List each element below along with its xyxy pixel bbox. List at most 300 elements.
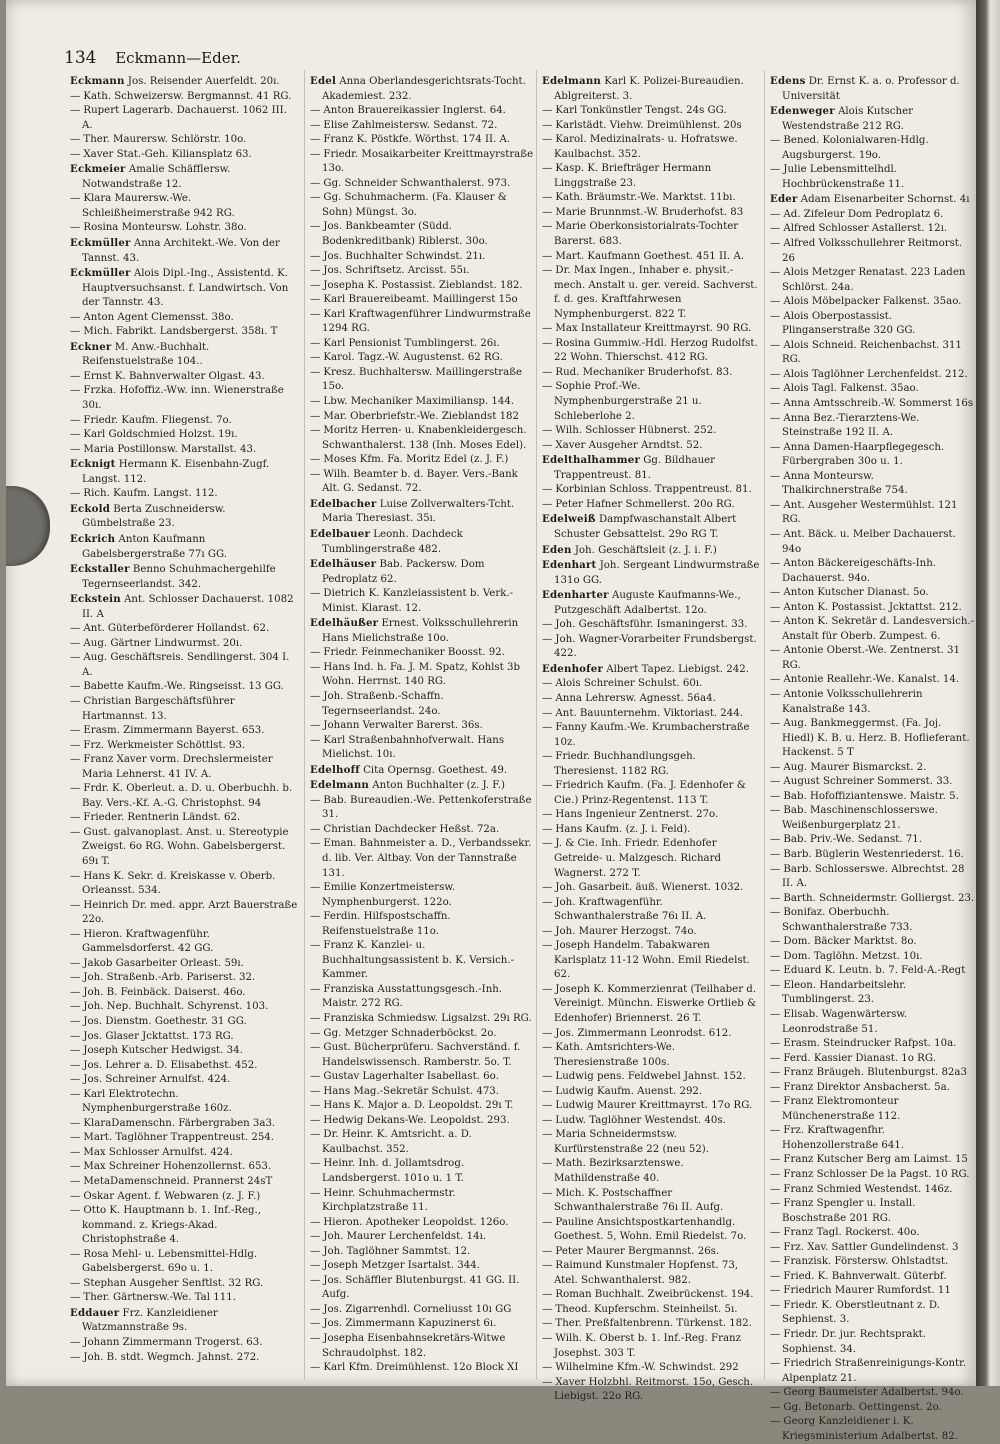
directory-surname-entry (70, 592, 300, 622)
entry-detail: — Ther. Preßfaltenbrenn. Türkenst. 182. (542, 1318, 752, 1330)
directory-entry (542, 925, 762, 940)
directory-entry (770, 499, 976, 528)
entry-detail: — Joh. Straßenb.-Arb. Pariserst. 32. (70, 972, 256, 984)
directory-entry (542, 250, 762, 265)
entry-detail: — Max Installateur Kreittmayrst. 90 RG. (542, 323, 752, 335)
directory-entry (310, 734, 534, 763)
directory-entry (70, 680, 300, 695)
directory-entry (310, 453, 534, 468)
directory-entry (70, 928, 300, 957)
entry-detail: Anton Buchhalter (z. J. F.) (372, 780, 505, 792)
directory-entry (770, 310, 976, 339)
directory-entry (70, 1117, 300, 1132)
entry-detail: — Franz Xaver vorm. Drechslermeister Maria Lehnerst. 41 IV. A. (70, 754, 273, 780)
directory-entry (310, 410, 534, 425)
entry-detail: — Anton Bäckereigeschäfts-Inh. Dachauerst. 94o. (770, 558, 937, 584)
entry-detail: — August Schreiner Sommerst. 33. (770, 776, 953, 788)
entry-detail: — Joh. Wagner-Vorarbeiter Frundsbergst. 422. (542, 633, 757, 660)
entry-detail: — Friedr. Kaufm. Fliegenst. 7o. (70, 414, 232, 426)
directory-entry (70, 1015, 300, 1030)
surname: Edelmann (542, 75, 602, 87)
entry-detail: — Karlstädt. Viehw. Dreimühlenst. 20s (542, 119, 742, 131)
column-rule (304, 70, 305, 1380)
entry-detail: — Anton K. Postassist. Jcktattst. 212. (770, 601, 962, 613)
entry-detail: — Georg Baumeister Adalbertst. 94o. (770, 1387, 964, 1399)
surname: Edenweger (770, 105, 835, 118)
surname: Edel (310, 75, 337, 87)
surname: Eddauer (70, 1306, 120, 1319)
directory-entry (542, 1332, 762, 1361)
entry-detail: — Marie Brunnmst.-W. Bruderhofst. 83 (542, 206, 744, 218)
directory-entry (70, 957, 300, 972)
entry-detail: — Jos. Bankbeamter (Südd. Bodenkreditbank) Riblerst. 30o. (310, 221, 488, 248)
directory-entry (310, 1128, 534, 1157)
entry-detail: — Karl Goldschmied Holzst. 19ı. (70, 429, 238, 441)
directory-entry (770, 1037, 976, 1052)
entry-detail: — Hans Ind. h. Fa. J. M. Spatz, Kohlst 3b Wohn. Herrnst. 140 RG. (310, 661, 521, 688)
column-rule (764, 70, 765, 1380)
directory-entry (70, 1131, 300, 1146)
directory-entry (310, 1114, 534, 1129)
directory-surname-entry (70, 457, 300, 487)
directory-entry (70, 487, 300, 502)
entry-detail: — Max Schreiner Hohenzollernst. 653. (70, 1161, 272, 1173)
directory-entry (542, 133, 762, 162)
entry-detail: — Kasp. K. Briefträger Hermann Linggstraße 23. (542, 163, 712, 189)
binder-tab (6, 486, 50, 566)
directory-surname-entry (70, 532, 300, 562)
directory-entry (770, 906, 976, 935)
entry-detail: — Hans Ingenieur Zentnerst. 27o. (542, 809, 719, 821)
directory-entry (542, 1259, 762, 1288)
entry-detail: — Emilie Konzertmeistersw. Nymphenburgerst. 122o. (310, 882, 456, 908)
directory-surname-entry (70, 340, 300, 370)
entry-detail: — Gust. Bücherprüferu. Sachverständ. f. Handelswissensch. Ramberstr. 5o. T. (310, 1042, 521, 1068)
directory-entry (770, 470, 976, 499)
directory-entry (542, 483, 762, 498)
surname: Edelhoff (310, 763, 360, 776)
entry-detail: — Gg. Schuhmacherm. (Fa. Klauser & Sohn) Müngst. 3o. (310, 192, 507, 218)
directory-entry (770, 644, 976, 673)
entry-detail: — Karl Brauereibeamt. Maillingerst 15o (310, 294, 518, 306)
directory-entry (70, 637, 300, 652)
directory-surname-entry (70, 502, 300, 532)
surname: Edelhäuser (310, 558, 377, 571)
entry-detail: — Stephan Ausgeher Senftlst. 32 RG. (70, 1277, 264, 1289)
surname: Eckmüller (70, 237, 131, 250)
directory-entry (542, 750, 762, 779)
entry-detail: — Wilhelmine Kfm.-W. Schwindst. 292 (542, 1362, 739, 1374)
directory-entry (770, 833, 976, 848)
entry-detail: — Anton Brauereikassier Inglerst. 64. (310, 105, 506, 117)
surname: Edelbacher (310, 497, 377, 510)
directory-entry (770, 1008, 976, 1037)
directory-entry (310, 1157, 534, 1186)
entry-detail: — Mich. K. Postschaffner Schwanthalerstraße 76ı II. Aufg. (542, 1187, 724, 1214)
entry-detail: — Gust. galvanoplast. Anst. u. Stereotypie Zweigst. 6o RG. Wohn. Gabelsbergerst. 69ı T. (70, 826, 289, 867)
directory-entry (310, 1245, 534, 1260)
directory-entry (310, 690, 534, 719)
entry-detail: — Hans Kaufm. (z. J. i. Feld). (542, 823, 691, 835)
directory-surname-entry (542, 588, 762, 618)
directory-entry (770, 1299, 976, 1328)
entry-detail: — Joh. Gasarbeit. äuß. Wienerst. 1032. (542, 882, 744, 894)
directory-entry (770, 717, 976, 761)
directory-entry (70, 622, 300, 637)
directory-entry (70, 311, 300, 326)
entry-detail: — Friedr. Dr. jur. Rechtsprakt. Sophienst. 34. (770, 1329, 926, 1355)
entry-detail: — Christian Dachdecker Heßst. 72a. (310, 823, 500, 835)
entry-detail: — Johann Verwalter Barerst. 36s. (310, 720, 483, 732)
directory-entry (70, 1248, 300, 1277)
directory-entry (542, 633, 762, 662)
directory-entry (70, 192, 300, 221)
entry-detail: — Joh. B. Feinbäck. Daiserst. 46o. (70, 986, 246, 998)
directory-entry (542, 721, 762, 750)
entry-detail: Joh. Sergeant Lindwurmstraße 131o GG. (554, 560, 760, 586)
directory-entry (310, 881, 534, 910)
entry-detail: — Anna Bez.-Tierarztens-We. Steinstraße 192 II. A. (770, 412, 920, 439)
directory-entry (70, 1059, 300, 1074)
entry-detail: — Georg Kanzleidiener i. K. Kriegsministerium Adalbertst. 82. (770, 1416, 958, 1442)
entry-detail: — Xaver Stat.-Geh. Kiliansplatz 63. (70, 148, 252, 160)
entry-detail: — Heinr. Inh. d. Jollamtsdrog. Landsbergerst. 101o u. 1 T. (310, 1158, 465, 1185)
directory-entry (542, 206, 762, 221)
entry-detail: Amalie Schäfflersw. Notwandstraße 12. (82, 164, 231, 190)
entry-detail: — Jakob Gasarbeiter Orleast. 59ı. (70, 957, 244, 969)
entry-detail: — Karl Kraftwagenführer Lindwurmstraße 1294 RG. (310, 308, 531, 335)
entry-detail: — Ludwig Kaufm. Auenst. 292. (542, 1085, 703, 1097)
entry-detail: — Franz Schlosser De la Pagst. 10 RG. (770, 1169, 970, 1181)
entry-detail: — Frzka. Hofoffiz.-Ww. inn. Wienerstraße 30ı. (70, 385, 284, 412)
directory-entry (770, 1401, 976, 1416)
directory-entry (542, 983, 762, 1027)
directory-entry (542, 1099, 762, 1114)
entry-detail: — Rich. Kaufm. Langst. 112. (70, 488, 218, 500)
entry-detail: — Anton K. Sekretär d. Landesversich.-Anstalt für Oberb. Zumpest. 6. (770, 616, 975, 642)
entry-detail: — Gustav Lagerhalter Isabellast. 6o. (310, 1071, 499, 1083)
entry-detail: — Bab. Hofoffiziantenswe. Maistr. 5. (770, 790, 959, 802)
entry-detail: — Gg. Schneider Schwanthalerst. 973. (310, 177, 511, 189)
directory-surname-entry (310, 497, 534, 527)
directory-entry (310, 939, 534, 983)
directory-entry (310, 119, 534, 134)
directory-entry (70, 1000, 300, 1015)
directory-entry (542, 1157, 762, 1186)
directory-entry (542, 439, 762, 454)
directory-entry (310, 104, 534, 119)
entry-detail: — J. & Cie. Inh. Friedr. Edenhofer Getreide- u. Malzgesch. Richard Wagnerst. 272 T. (542, 838, 721, 879)
directory-entry (770, 441, 976, 470)
entry-detail: — Franz K. Kanzlei- u. Buchhaltungsassistent b. K. Versich.-Kammer. (310, 940, 515, 981)
directory-entry (542, 366, 762, 381)
entry-detail: — Bonifaz. Oberbuchh. Schwanthalerstraße 733. (770, 907, 913, 933)
entry-detail: — Alois Metzger Renatast. 223 Laden Schlörst. 24a. (770, 267, 966, 293)
directory-entry (70, 1044, 300, 1059)
directory-entry (770, 950, 976, 965)
directory-entry (542, 1128, 762, 1157)
entry-detail: — Joh. Taglöhner Sammtst. 12. (310, 1245, 471, 1257)
entry-detail: — Hedwig Dekans-We. Leopoldst. 293. (310, 1114, 510, 1126)
directory-entry (70, 1088, 300, 1117)
directory-entry (542, 1041, 762, 1070)
directory-entry (770, 295, 976, 310)
entry-detail: — Marie Oberkonsistorialrats-Tochter Barerst. 683. (542, 221, 739, 248)
directory-entry (310, 1012, 534, 1027)
directory-entry (310, 1070, 534, 1085)
directory-entry (310, 191, 534, 220)
directory-entry (70, 90, 300, 105)
entry-detail: — Joseph K. Kommerzienrat (Teilhaber d. Vereinigt. Münchn. Eiswerke Ortlieb & Edenhofer) Briennerst. 26 T. (542, 983, 757, 1024)
directory-entry (542, 1361, 762, 1376)
entry-detail: — Ludw. Taglöhner Westendst. 40s. (542, 1114, 726, 1126)
directory-entry (770, 266, 976, 295)
directory-page (6, 0, 976, 1442)
entry-detail: — Pauline Ansichtspostkartenhandlg. Goethest. 5, Wohn. Emil Riedelst. 7o. (542, 1216, 747, 1243)
entry-detail: — Barb. Schlosserswe. Albrechtst. 28 II. A. (770, 863, 965, 890)
entry-detail: — Franz Direktor Ansbacherst. 5a. (770, 1081, 950, 1093)
directory-entry (542, 264, 762, 322)
surname: Edens (770, 75, 806, 87)
entry-detail: — Alois Tagl. Falkenst. 35ao. (770, 383, 919, 395)
directory-surname-entry (70, 162, 300, 192)
entry-detail: — Joh. Kraftwagenführ. Schwanthalerstraße 76ı II. A. (542, 896, 707, 923)
entry-detail: — Mart. Taglöhner Trappentreust. 254. (70, 1132, 275, 1144)
entry-detail: — Karl Tonkünstler Tengst. 24s GG. (542, 105, 727, 117)
directory-entry (310, 719, 534, 734)
directory-column-4 (770, 74, 976, 1442)
entry-detail: — Aug. Maurer Bismarckst. 2. (770, 761, 927, 773)
entry-detail: — Ludwig pens. Feldwebel Jahnst. 152. (542, 1071, 746, 1083)
directory-entry (770, 1197, 976, 1226)
directory-column-3 (542, 74, 762, 1403)
surname: Edenhart (542, 559, 597, 572)
entry-detail: — Jos. Dienstm. Goethestr. 31 GG. (70, 1016, 247, 1027)
entry-detail: Alois Kutscher Westendstraße 212 RG. (782, 106, 913, 132)
entry-detail: — Alois Oberpostassist. Plinganserstraße 320 GG. (770, 310, 916, 337)
entry-detail: — Jos. Buchhalter Schwindst. 21ı. (310, 250, 486, 262)
directory-entry (542, 823, 762, 838)
directory-entry (770, 222, 976, 237)
directory-entry (310, 279, 534, 294)
directory-entry (542, 1085, 762, 1100)
directory-entry (542, 424, 762, 439)
directory-entry (770, 134, 976, 163)
directory-entry (542, 191, 762, 206)
entry-detail: — Wilh. K. Oberst b. 1. Inf.-Reg. Franz Josephst. 303 T. (542, 1333, 741, 1359)
entry-detail: — Friedrich Maurer Rumfordst. 11 (770, 1285, 951, 1297)
entry-detail: — Rosina Monteursw. Lohstr. 38o. (70, 222, 247, 234)
directory-entry (770, 1415, 976, 1444)
directory-entry (542, 1376, 762, 1405)
directory-entry (770, 1081, 976, 1096)
directory-entry (310, 837, 534, 881)
directory-entry (770, 1328, 976, 1357)
entry-detail: — Korbinian Schloss. Trappentreust. 81. (542, 484, 752, 496)
entry-detail: — Moritz Herren- u. Knabenkleidergesch. Schwanthalerst. 138 (Inh. Moses Edel). (310, 425, 527, 451)
directory-entry (770, 1153, 976, 1168)
directory-entry (542, 119, 762, 134)
entry-detail: — Aug. Bankmeggermst. (Fa. Joj. Hiedl) K. B. u. Herz. B. Hoflieferant. Hackenst. 5 T (770, 718, 970, 759)
entry-detail: — Josepha Eisenbahnsekretärs-Witwe Schraudolphst. 182. (310, 1333, 506, 1359)
directory-entry (542, 1187, 762, 1216)
entry-detail: — Friedr. Mosaikarbeiter Kreittmayrstraße 13o. (310, 148, 534, 175)
entry-detail: — Friedr. Feinmechaniker Boosst. 92. (310, 647, 505, 659)
directory-surname-entry (770, 192, 976, 208)
directory-entry (770, 163, 976, 192)
directory-entry (310, 468, 534, 497)
entry-detail: Cita Opernsg. Goethest. 49. (363, 764, 508, 776)
directory-surname-entry (310, 616, 534, 646)
entry-detail: Adam Eisenarbeiter Schornst. 4ı (800, 194, 970, 206)
directory-entry (770, 761, 976, 776)
entry-detail: — Bab. Maschinenschlosserswe. Weißenburgerplatz 21. (770, 805, 938, 831)
directory-entry (70, 870, 300, 899)
entry-detail: — Fried. K. Bahnverwalt. Güterbf. (770, 1270, 947, 1282)
directory-entry (70, 739, 300, 754)
entry-detail: — Math. Bezirksarztenswe. Mathildenstraße 40. (542, 1158, 684, 1185)
entry-detail: — Kath. Schweizersw. Bergmannst. 41 RG. (70, 90, 292, 102)
entry-detail: — Hieron. Apotheker Leopoldst. 126o. (310, 1216, 509, 1228)
directory-entry (770, 368, 976, 383)
column-rule (536, 70, 537, 1380)
directory-entry (770, 1357, 976, 1386)
entry-detail: — Joh. Geschäftsführ. Ismaningerst. 33. (542, 619, 748, 631)
directory-entry (542, 618, 762, 633)
entry-detail: — Elisab. Wagenwärtersw. Leonrodstraße 51. (770, 1009, 908, 1035)
entry-detail: Dr. Ernst K. a. o. Professor d. Universität (782, 76, 960, 102)
directory-surname-entry (70, 562, 300, 592)
entry-detail: — Franziska Schmiedsw. Ligsalzst. 29ı RG. (310, 1013, 532, 1024)
directory-entry (70, 104, 300, 133)
page-number: 134 (64, 48, 97, 68)
entry-detail: — Karl Elektrotechn. Nymphenburgerstraße 160z. (70, 1088, 232, 1115)
entry-detail: — Lbw. Mechaniker Maximiliansp. 144. (310, 396, 515, 408)
directory-surname-entry (542, 662, 762, 678)
entry-detail: — Klara Maurersw.-We. Schleißheimerstraße 942 RG. (70, 193, 235, 219)
directory-entry (770, 339, 976, 368)
directory-entry (542, 779, 762, 808)
entry-detail: — Julie Lebensmittelhdl. Hochbrückenstraße 11. (770, 164, 905, 190)
directory-entry (70, 221, 300, 236)
directory-entry (310, 1332, 534, 1361)
entry-detail: Alois Dipl.-Ing., Assistentd. K. Hauptversuchsanst. f. Landwirtsch. Von der Tannstr. 43. (82, 268, 289, 309)
entry-detail: — Wilh. Beamter b. d. Bayer. Vers.-Bank Alt. G. Sedanst. 72. (310, 468, 518, 495)
directory-entry (310, 250, 534, 265)
entry-detail: — Karl Kfm. Dreimühlenst. 12o Block XI (310, 1362, 519, 1374)
entry-detail: — Xaver Ausgeher Arndtst. 52. (542, 439, 703, 451)
entry-detail: Frz. Kanzleidiener Watzmannstraße 9s. (82, 1307, 218, 1334)
directory-entry (770, 688, 976, 717)
entry-detail: — Frz. Werkmeister Schöttlst. 93. (70, 739, 246, 751)
entry-detail: — Antonie Reallehr.-We. Kanalst. 14. (770, 674, 960, 686)
directory-surname-entry (542, 558, 762, 588)
directory-entry (70, 370, 300, 385)
surname: Edelmann (310, 779, 370, 792)
entry-detail: — Moses Kfm. Fa. Moritz Edel (z. J. F.) (310, 454, 509, 466)
directory-entry (70, 1204, 300, 1248)
directory-entry (70, 1291, 300, 1306)
entry-detail: — Franz K. Pöstkfe. Wörthst. 174 II. A. (310, 134, 511, 146)
entry-detail: — Frdr. K. Oberleut. a. D. u. Oberbuchh. b. Bay. Vers.-Kf. A.-G. Christophst. 94 (70, 783, 293, 809)
directory-entry (542, 104, 762, 119)
directory-entry (770, 1226, 976, 1241)
entry-detail: — Ant. Güterbeförderer Hollandst. 62. (70, 623, 270, 635)
directory-entry (770, 1066, 976, 1081)
entry-detail: — Franz Tagl. Rockerst. 40o. (770, 1227, 920, 1239)
directory-entry (70, 325, 300, 340)
directory-entry (70, 826, 300, 870)
entry-detail: Anton Kaufmann Gabelsbergerstraße 77ı GG. (82, 533, 228, 560)
directory-entry (310, 395, 534, 410)
entry-detail: — Peter Maurer Bergmannst. 26s. (542, 1245, 720, 1257)
directory-entry (310, 794, 534, 823)
directory-entry (542, 939, 762, 983)
entry-detail: — Ther. Maurersw. Schlörstr. 10o. (70, 134, 247, 146)
entry-detail: — Dom. Bäcker Marktst. 8o. (770, 936, 917, 948)
surname: Edenharter (542, 589, 609, 602)
entry-detail: — Jos. Schreiner Arnulfst. 424. (70, 1074, 231, 1086)
entry-detail: — Aug. Gärtner Lindwurmst. 20ı. (70, 637, 243, 649)
entry-detail: Anna Architekt.-We. Von der Tannst. 43. (82, 238, 280, 264)
directory-entry (310, 1274, 534, 1303)
directory-entry (770, 1168, 976, 1183)
directory-column-2 (310, 74, 534, 1374)
surname: Eckstein (70, 593, 121, 606)
entry-detail: — Kresz. Buchhaltersw. Maillingerstraße 15o. (310, 366, 523, 393)
directory-entry (70, 1336, 300, 1351)
entry-detail: — Erasm. Zimmermann Bayerst. 653. (70, 725, 265, 737)
directory-entry (70, 443, 300, 458)
entry-detail: Ant. Schlosser Dachauerst. 1082 II. A (82, 594, 294, 620)
entry-detail: — Anna Lehrersw. Agnesst. 56a4. (542, 692, 716, 704)
surname: Eckmüller (70, 267, 131, 280)
directory-entry (770, 1270, 976, 1285)
surname: Edelhäußer (310, 617, 379, 630)
directory-entry (70, 811, 300, 826)
entry-detail: Gg. Bildhauer Trappentreust. 81. (554, 455, 716, 481)
entry-detail: — Ant. Ausgeher Westermühlst. 121 RG. (770, 499, 958, 526)
entry-detail: Benno Schuhmachergehilfe Tegernseerlandst. 342. (82, 564, 276, 590)
directory-entry (542, 707, 762, 722)
entry-detail: — Bened. Kolonialwaren-Hdlg. Augsburgerst. 19o. (770, 135, 929, 161)
surname: Edelweiß (542, 513, 596, 526)
directory-entry (770, 848, 976, 863)
entry-detail: — Ad. Zifeleur Dom Pedroplatz 6. (770, 208, 944, 220)
directory-entry (770, 673, 976, 688)
entry-detail: — Franz Spengler u. Install. Boschstraße 201 RG. (770, 1198, 916, 1224)
directory-entry (310, 424, 534, 453)
entry-detail: — Joh. Straßenb.-Schaffn. Tegernseerlandst. 24o. (310, 690, 444, 717)
entry-detail: — Frz. Xav. Sattler Gundelindenst. 3 (770, 1241, 959, 1253)
directory-entry (770, 863, 976, 892)
entry-detail: — Ther. Gärtnersw.-We. Tal 111. (70, 1292, 236, 1304)
entry-detail: Ernest. Volksschullehrerin Hans Mielichstraße 10o. (322, 618, 519, 644)
entry-detail: — Karl Straßenbahnhofverwalt. Hans Mielichst. 10ı. (310, 734, 505, 761)
entry-detail: — Franz Schmied Westendst. 146z. (770, 1183, 953, 1195)
directory-entry (542, 1027, 762, 1042)
directory-entry (310, 983, 534, 1012)
entry-detail: — Maria Schneidermstsw. Kurfürstenstraße 22 (neu 52). (542, 1129, 710, 1155)
entry-detail: — Friedr. K. Oberstleutnant z. D. Sephienst. 3. (770, 1299, 940, 1326)
directory-entry (770, 601, 976, 616)
directory-entry (310, 1041, 534, 1070)
directory-surname-entry (310, 74, 534, 104)
entry-detail: Hermann K. Eisenbahn-Zugf. Langst. 112. (82, 459, 270, 485)
directory-entry (310, 646, 534, 661)
entry-detail: — Alois Schneid. Reichenbachst. 311 RG. (770, 339, 962, 366)
directory-entry (770, 208, 976, 223)
